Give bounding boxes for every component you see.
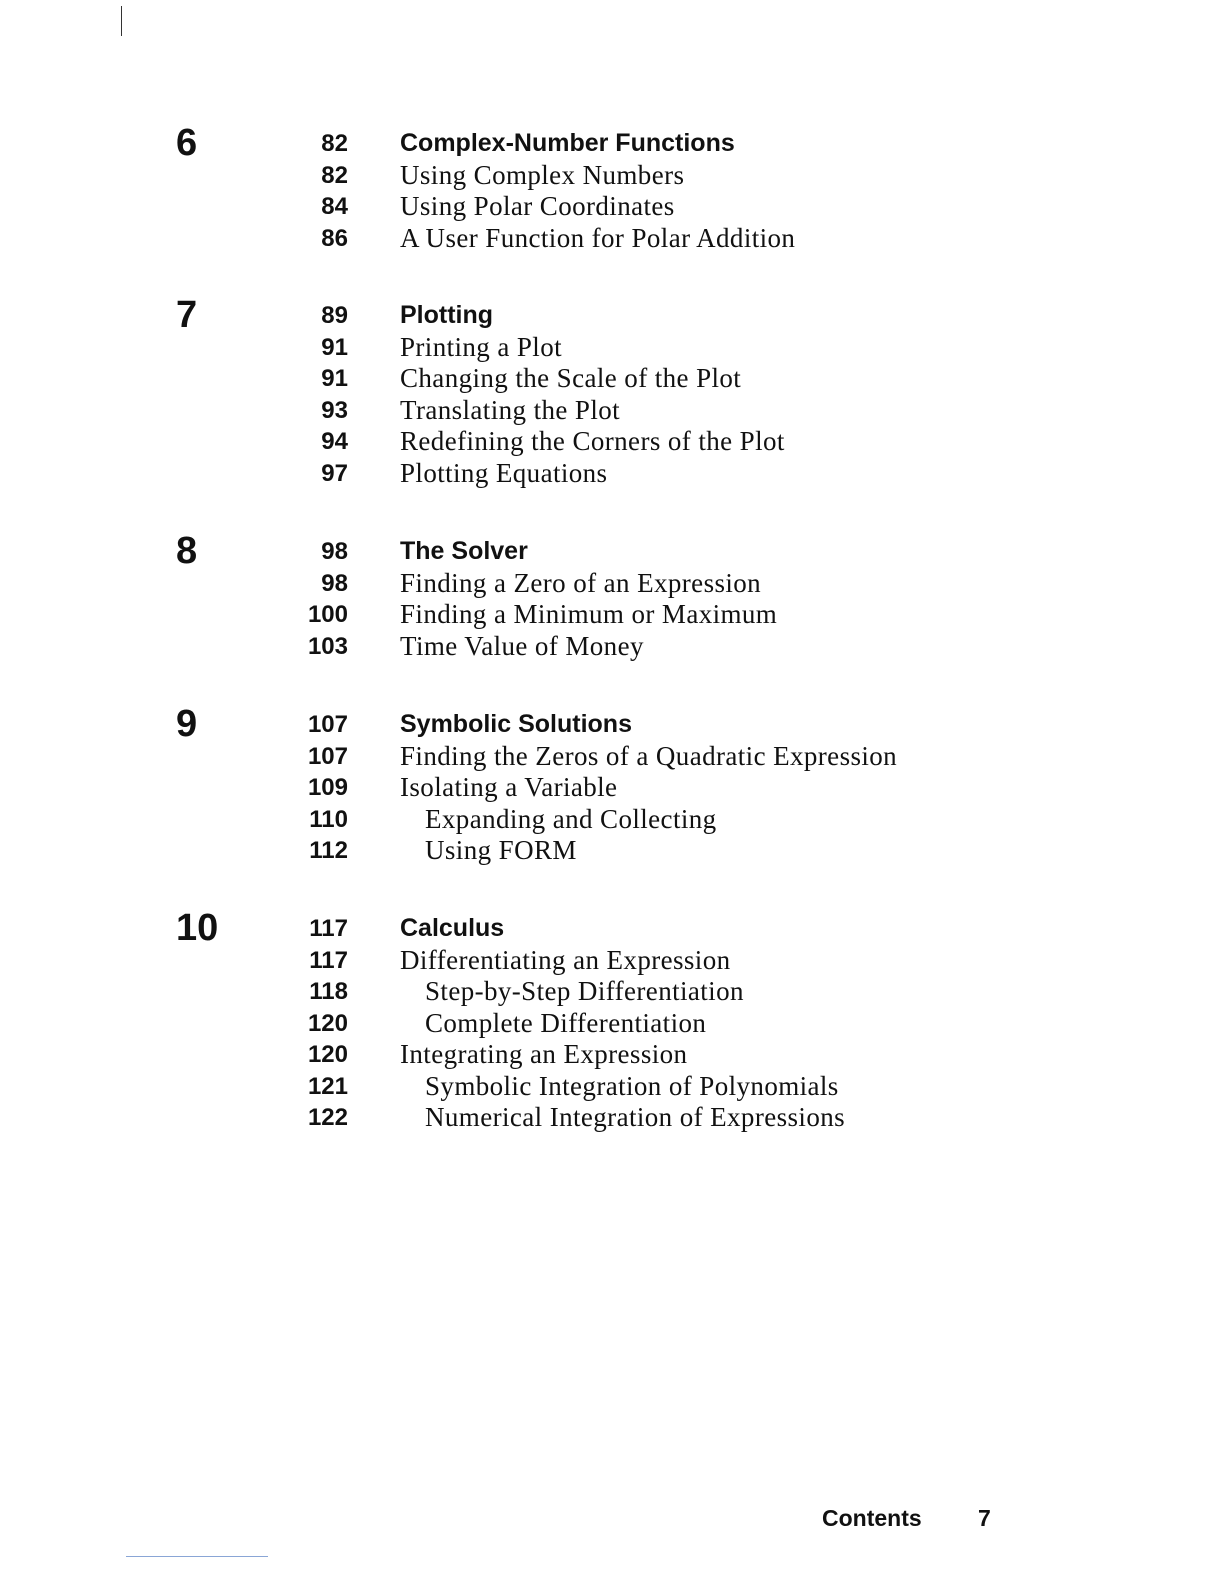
toc-entry-title: Using Polar Coordinates bbox=[400, 191, 675, 221]
toc-page-number: 117 bbox=[309, 915, 348, 942]
toc-entry-title: Translating the Plot bbox=[400, 394, 621, 425]
toc-page-number: 82 bbox=[321, 161, 348, 189]
chapter-number: 7 bbox=[176, 294, 198, 336]
toc-entry[interactable] bbox=[0, 913, 1224, 945]
chapter-section bbox=[0, 294, 1224, 489]
toc-entry-title: Redefining the Corners of the Plot bbox=[400, 426, 785, 456]
chapter-title: Symbolic Solutions bbox=[400, 710, 632, 738]
toc-entry-title: Plotting Equations bbox=[400, 457, 608, 488]
toc-page-number: 82 bbox=[321, 130, 348, 157]
toc-entry[interactable] bbox=[0, 1008, 1224, 1040]
toc-entry[interactable] bbox=[0, 709, 1224, 741]
toc-entry[interactable] bbox=[0, 458, 1224, 490]
toc-entry[interactable] bbox=[0, 772, 1224, 804]
footer-page-number: 7 bbox=[978, 1505, 991, 1531]
toc-entry[interactable] bbox=[0, 128, 1224, 160]
toc-page-number: 93 bbox=[321, 396, 348, 424]
crop-mark bbox=[121, 6, 122, 36]
chapter-number: 8 bbox=[176, 530, 198, 572]
toc-page-number: 121 bbox=[307, 1072, 348, 1100]
toc-entry-title: Isolating a Variable bbox=[400, 772, 618, 802]
toc-entry[interactable] bbox=[0, 599, 1224, 631]
toc-page-number: 118 bbox=[309, 978, 348, 1005]
toc-page-number: 98 bbox=[321, 538, 348, 565]
toc-page-number: 97 bbox=[321, 459, 348, 487]
toc-entry-title: Differentiating an Expression bbox=[400, 944, 731, 975]
toc-page-number: 94 bbox=[321, 428, 348, 455]
chapter-number: 9 bbox=[176, 703, 198, 745]
toc-entry[interactable] bbox=[0, 741, 1224, 773]
toc-page-number: 107 bbox=[307, 742, 348, 770]
toc-entry[interactable] bbox=[0, 300, 1224, 332]
toc-entry-title: Printing a Plot bbox=[400, 331, 563, 362]
toc-entry[interactable] bbox=[0, 223, 1224, 255]
toc-entry-title: Step-by-Step Differentiation bbox=[425, 976, 744, 1006]
chapter-section bbox=[0, 122, 1224, 254]
toc-page-number: 109 bbox=[307, 774, 348, 801]
toc-page-number: 98 bbox=[321, 569, 348, 597]
toc-entry-title: Using Complex Numbers bbox=[400, 159, 685, 190]
toc-page-number: 91 bbox=[321, 333, 348, 361]
toc-page-number: 120 bbox=[307, 1009, 348, 1037]
chapter-title: The Solver bbox=[400, 537, 528, 565]
toc-entry-title: Numerical Integration of Expressions bbox=[425, 1102, 846, 1132]
toc-entry-title: Time Value of Money bbox=[400, 630, 644, 661]
toc-entry-title: Finding a Minimum or Maximum bbox=[400, 599, 778, 629]
chapter-title: Plotting bbox=[400, 301, 494, 329]
toc-page-number: 120 bbox=[307, 1041, 348, 1068]
toc-entry[interactable] bbox=[0, 332, 1224, 364]
toc-entry[interactable] bbox=[0, 835, 1224, 867]
toc-entry-title: Expanding and Collecting bbox=[425, 803, 717, 834]
toc-entry[interactable] bbox=[0, 395, 1224, 427]
toc-page-number: 117 bbox=[309, 946, 348, 974]
toc-entry-title: A User Function for Polar Addition bbox=[400, 222, 796, 253]
toc-entry[interactable] bbox=[0, 1071, 1224, 1103]
chapter-title: Complex-Number Functions bbox=[400, 129, 735, 157]
chapter-number: 6 bbox=[176, 122, 198, 164]
toc-page-number: 122 bbox=[307, 1104, 348, 1131]
toc-page-number: 112 bbox=[309, 837, 348, 864]
chapter-section bbox=[0, 907, 1224, 1134]
toc-entry[interactable] bbox=[0, 804, 1224, 836]
toc-entry-title: Integrating an Expression bbox=[400, 1039, 688, 1069]
toc-page-number: 86 bbox=[321, 224, 348, 252]
toc-entry[interactable] bbox=[0, 1039, 1224, 1071]
toc-page-number: 84 bbox=[321, 193, 348, 220]
bottom-rule bbox=[126, 1556, 268, 1557]
toc-page-number: 107 bbox=[307, 711, 348, 738]
toc-page-number: 100 bbox=[307, 601, 348, 628]
toc-entry[interactable] bbox=[0, 191, 1224, 223]
toc-entry[interactable] bbox=[0, 426, 1224, 458]
chapter-number: 10 bbox=[176, 907, 219, 949]
toc-entry-title: Complete Differentiation bbox=[425, 1007, 707, 1038]
chapter-section bbox=[0, 530, 1224, 662]
toc-page-number: 89 bbox=[321, 302, 348, 329]
toc-page-number: 91 bbox=[321, 365, 348, 392]
toc-entry[interactable] bbox=[0, 363, 1224, 395]
toc-entry-title: Changing the Scale of the Plot bbox=[400, 363, 742, 393]
toc-entry[interactable] bbox=[0, 536, 1224, 568]
chapter-title: Calculus bbox=[400, 914, 505, 942]
toc-entry-title: Finding the Zeros of a Quadratic Expression bbox=[400, 740, 898, 771]
toc-entry-title: Finding a Zero of an Expression bbox=[400, 567, 762, 598]
toc-entry-title: Symbolic Integration of Polynomials bbox=[425, 1070, 839, 1101]
toc-entry-title: Using FORM bbox=[425, 835, 577, 865]
toc-entry[interactable] bbox=[0, 568, 1224, 600]
toc-page-number: 103 bbox=[307, 632, 348, 660]
toc-entry[interactable] bbox=[0, 160, 1224, 192]
chapter-section bbox=[0, 703, 1224, 867]
toc-entry[interactable] bbox=[0, 945, 1224, 977]
toc-entry[interactable] bbox=[0, 631, 1224, 663]
toc-page-number: 110 bbox=[309, 805, 348, 833]
toc-entry[interactable] bbox=[0, 976, 1224, 1008]
toc-entry[interactable] bbox=[0, 1102, 1224, 1134]
footer-label: Contents bbox=[822, 1505, 922, 1531]
